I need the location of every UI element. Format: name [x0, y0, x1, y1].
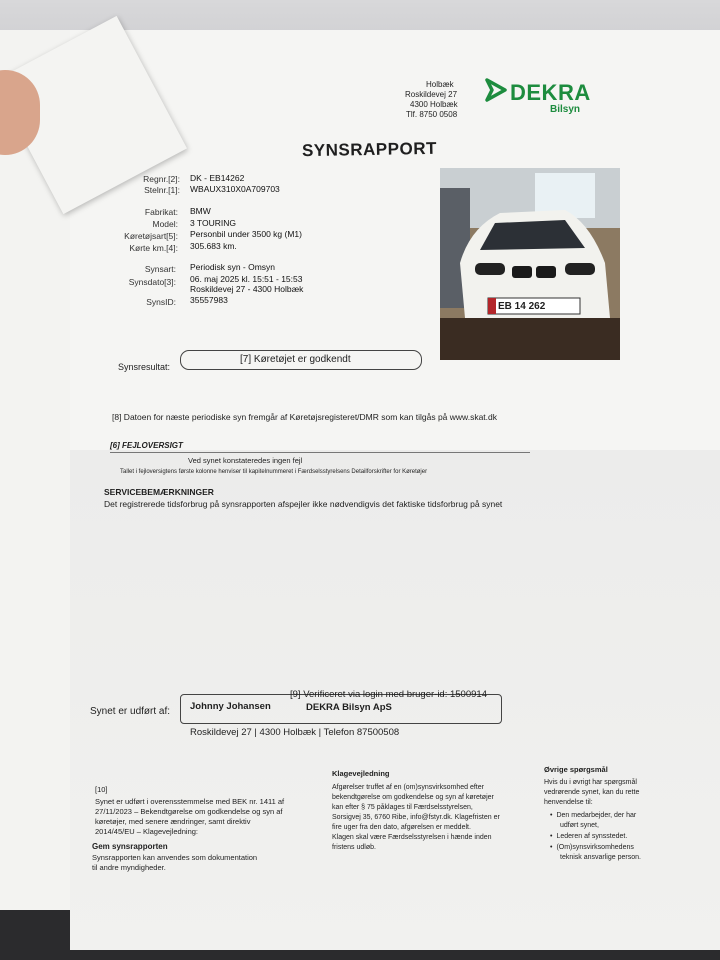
car-illustration — [440, 168, 620, 360]
footer-complaint-line: fire uger fra den dato, afgørelsen er meddelt. — [332, 824, 471, 831]
field-value-regnr: DK - EB14262 — [190, 173, 245, 183]
field-value-fabrikat: BMW — [190, 206, 211, 216]
footer-questions-bullet: • (Om)synsvirksomhedens — [550, 844, 634, 852]
footer-legal-line: 27/11/2023 – Bekendtgørelse om godkendelse og syn af — [95, 807, 283, 816]
footer-questions-bullet: • Den medarbejder, der har — [550, 812, 636, 820]
field-label: Stelnr.[1]: — [144, 185, 180, 195]
footer-save-heading: Gem synsrapporten — [92, 842, 168, 851]
inspector-company: DEKRA Bilsyn ApS — [306, 702, 392, 713]
field-value-synsid: 35557983 — [190, 295, 228, 305]
inspector-label: Synet er udført af: — [90, 706, 171, 717]
field-label: Fabrikat: — [144, 207, 178, 217]
no-faults-text: Ved synet konstateredes ingen fejl — [188, 456, 303, 465]
footer-legal-line: Synet er udført i overensstemmelse med BEK nr. 1411 af — [95, 797, 285, 806]
next-inspection-note: [8] Datoen for næste periodiske syn fremgår af Køretøjsregisteret/DMR som kan tilgås på www.skat.dk — [112, 412, 498, 422]
field-label: Synsdato[3]: — [128, 277, 176, 287]
footer-questions-line: Hvis du i øvrigt har spørgsmål — [544, 779, 637, 786]
result-label: Synsresultat: — [118, 362, 171, 372]
fault-overview-heading: [6] FEJLOVERSIGT — [110, 441, 183, 450]
footer-legal-line: køretøjer, med senere ændringer, samt direktiv — [95, 817, 251, 826]
result-value: [7] Køretøjet er godkendt — [240, 354, 351, 365]
footer-complaint-line: fristens udløb. — [332, 844, 376, 851]
dealer-city: Holbæk — [426, 80, 454, 89]
service-remarks-text: Det registrerede tidsforbrug på synsrapporten afspejler ikke nødvendigvis det faktiske tidsforbrug på synet — [104, 499, 503, 509]
service-remarks-heading: SERVICEBEMÆRKNINGER — [104, 487, 214, 497]
field-label: Kørte km.[4]: — [129, 243, 178, 253]
dealer-postal: 4300 Holbæk — [410, 100, 458, 109]
vehicle-photo — [440, 168, 620, 360]
footer-questions-line: henvendelse til: — [544, 799, 593, 806]
field-value-koeretoejsart: Personbil under 3500 kg (M1) — [190, 229, 302, 239]
field-value-km: 305.683 km. — [190, 241, 237, 251]
inspector-verified: [9] Verificeret via login med bruger-id: 1500914 — [290, 689, 487, 700]
footer-questions-bullet: • Lederen af synsstedet. — [550, 833, 627, 841]
footer-complaint-line: Afgørelser truffet af en (om)synsvirksomhed efter — [332, 784, 484, 791]
footer-save-line: til andre myndigheder. — [92, 863, 166, 872]
footer-questions-bullet-cont: teknisk ansvarlige person. — [560, 854, 641, 861]
footer-save-line: Synsrapporten kan anvendes som dokumentation — [92, 853, 258, 862]
field-value-synsart: Periodisk syn - Omsyn — [190, 262, 276, 272]
footer-complaint-line: bekendtgørelse om godkendelse og syn af køretøjer — [332, 794, 494, 801]
field-label: SynsID: — [146, 297, 176, 307]
footer-complaint-line: Klagen skal være Færdselsstyrelsen i hænde inden — [332, 834, 492, 841]
footer-complaint-heading: Klagevejledning — [332, 769, 390, 778]
divider — [110, 452, 530, 453]
field-label: Regnr.[2]: — [143, 174, 180, 184]
dekra-logo-subtitle: Bilsyn — [550, 104, 581, 115]
inspector-name: Johnny Johansen — [190, 701, 271, 712]
dekra-logo-text: DEKRA — [510, 80, 591, 105]
report-title: SYNSRAPPORT — [301, 138, 438, 161]
field-value-location: Roskildevej 27 - 4300 Holbæk — [190, 284, 304, 294]
footer-questions-heading: Øvrige spørgsmål — [544, 765, 608, 774]
footer-complaint-line: kan efter § 75 påklages til Færdselsstyrelsen, — [332, 804, 473, 811]
footer-questions-line: vedrørende synet, kan du rette — [544, 789, 640, 796]
dekra-logo-icon — [485, 78, 507, 102]
dealer-street: Roskildevej 27 — [405, 90, 458, 99]
field-value-synsdato: 06. maj 2025 kl. 15:51 - 15:53 — [190, 274, 303, 284]
license-plate: EB 14 262 — [498, 301, 546, 312]
fault-explanation: Tallet i fejloversigtens første kolonne henviser til kapitelnummeret i Færdselsstyrelsens Detailforskrifter for Køretøjer — [120, 469, 428, 475]
field-value-model: 3 TOURING — [190, 218, 236, 228]
footer-legal-line: 2014/45/EU – Klagevejledning: — [95, 827, 198, 836]
inspector-address: Roskildevej 27 | 4300 Holbæk | Telefon 87500508 — [190, 727, 400, 738]
footer-complaint-line: Sorsigvej 35, 6760 Ribe, info@fstyr.dk. Klagefristen er — [332, 814, 500, 821]
dealer-phone: Tlf. 8750 0508 — [406, 110, 458, 119]
field-label: Synsart: — [144, 264, 176, 274]
footer-ref: [10] — [95, 785, 108, 794]
footer-questions-bullet-cont: udført synet, — [560, 822, 599, 829]
field-value-stelnr: WBAUX310X0A709703 — [190, 184, 280, 194]
field-label: Model: — [152, 219, 178, 229]
field-label: Køretøjsart[5]: — [124, 231, 178, 241]
